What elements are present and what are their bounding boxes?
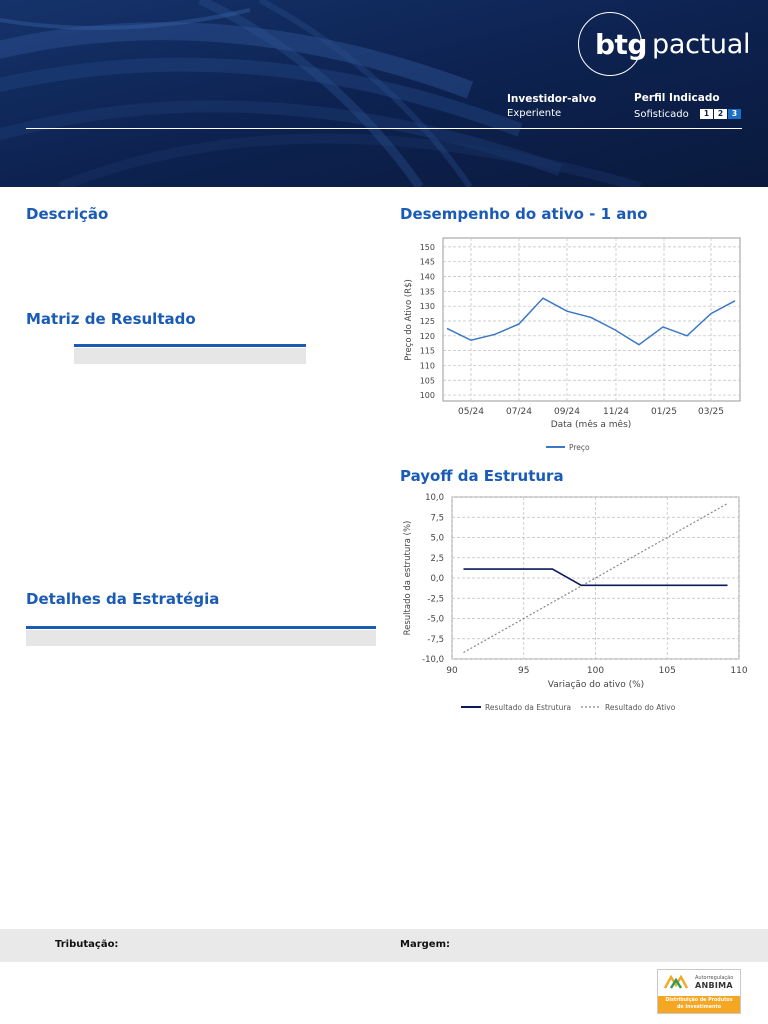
perf-x-tick-label: 11/24 — [603, 407, 629, 417]
profile-value: Sofisticado — [634, 109, 689, 120]
anbima-seal-name: ANBIMA — [695, 981, 733, 990]
payoff-x-axis-label: Variação do ativo (%) — [547, 680, 645, 690]
perf-x-tick-label: 01/25 — [651, 407, 677, 417]
investor-value: Experiente — [507, 108, 562, 119]
payoff-y-tick-label: 7,5 — [430, 513, 444, 524]
margem-label: Margem: — [400, 939, 450, 950]
perf-y-tick-label: 115 — [419, 346, 435, 356]
perf-y-tick-label: 120 — [419, 331, 435, 341]
payoff-x-tick-label: 90 — [446, 666, 458, 676]
anbima-seal — [657, 969, 741, 1014]
perf-legend-label: Preço — [569, 443, 590, 452]
payoff-y-tick-label: -7,5 — [427, 634, 444, 645]
logo-btg-text: btg — [595, 28, 647, 61]
investor-label: Investidor-alvo — [507, 93, 597, 105]
payoff-legend-label-structure: Resultado da Estrutura — [485, 703, 572, 712]
section-title-desempenho: Desempenho do ativo - 1 ano — [400, 205, 648, 223]
profile-level-2: 2 — [714, 109, 727, 119]
perf-y-tick-label: 135 — [419, 287, 435, 297]
perf-x-tick-label: 07/24 — [506, 407, 532, 417]
payoff-x-tick-label: 105 — [658, 666, 676, 676]
perf-x-axis-label: Data (mês a mês) — [550, 420, 632, 430]
perf-y-tick-label: 130 — [419, 302, 435, 312]
payoff-x-tick-label: 100 — [586, 666, 605, 676]
perf-x-tick-label: 03/25 — [698, 407, 724, 417]
perf-x-tick-label: 09/24 — [554, 407, 580, 417]
anbima-seal-line-2: de Investimento — [677, 1005, 721, 1010]
logo-pactual-text: pactual — [652, 29, 751, 60]
section-title-detalhes: Detalhes da Estratégia — [26, 590, 220, 608]
payoff-y-tick-label: 2,5 — [430, 553, 444, 564]
anbima-mark-icon — [664, 975, 688, 989]
anbima-seal-line-1: Distribuição de Produtos — [665, 998, 733, 1003]
payoff-y-axis-label: Resultado da estrutura (%) — [403, 520, 413, 636]
perf-y-tick-label: 100 — [419, 391, 435, 401]
tributacao-label: Tributação: — [55, 939, 119, 950]
anbima-seal-top — [658, 970, 740, 995]
perf-y-tick-label: 145 — [419, 257, 435, 267]
payoff-y-tick-label: 10,0 — [425, 493, 444, 503]
payoff-y-tick-label: -10,0 — [422, 655, 444, 665]
anbima-seal-small-text: Autorregulação — [695, 975, 734, 981]
profile-label: Perfil Indicado — [634, 92, 720, 104]
payoff-legend-label-asset: Resultado do Ativo — [605, 703, 676, 712]
payoff-y-tick-label: 0,0 — [430, 574, 444, 584]
payoff-y-tick-label: -2,5 — [427, 594, 444, 605]
section-title-payoff: Payoff da Estrutura — [400, 467, 564, 485]
section-title-matriz: Matriz de Resultado — [26, 310, 196, 328]
payoff-y-tick-label: 5,0 — [430, 533, 444, 544]
payoff-y-tick-label: -5,0 — [427, 614, 444, 625]
payoff-x-tick-label: 110 — [730, 666, 748, 676]
anbima-seal-bottom — [658, 996, 740, 1013]
profile-level-1: 1 — [700, 109, 713, 119]
perf-y-tick-label: 140 — [419, 272, 435, 282]
perf-y-tick-label: 125 — [419, 316, 435, 326]
payoff-x-tick-label: 95 — [518, 666, 530, 676]
perf-y-tick-label: 150 — [419, 242, 435, 252]
profile-level-3: 3 — [728, 109, 741, 119]
perf-y-tick-label: 105 — [419, 376, 435, 386]
section-title-descricao: Descrição — [26, 205, 109, 223]
perf-x-tick-label: 05/24 — [458, 407, 484, 417]
perf-y-axis-label: Preço do Ativo (R$) — [404, 279, 414, 361]
perf-y-tick-label: 110 — [419, 361, 435, 371]
